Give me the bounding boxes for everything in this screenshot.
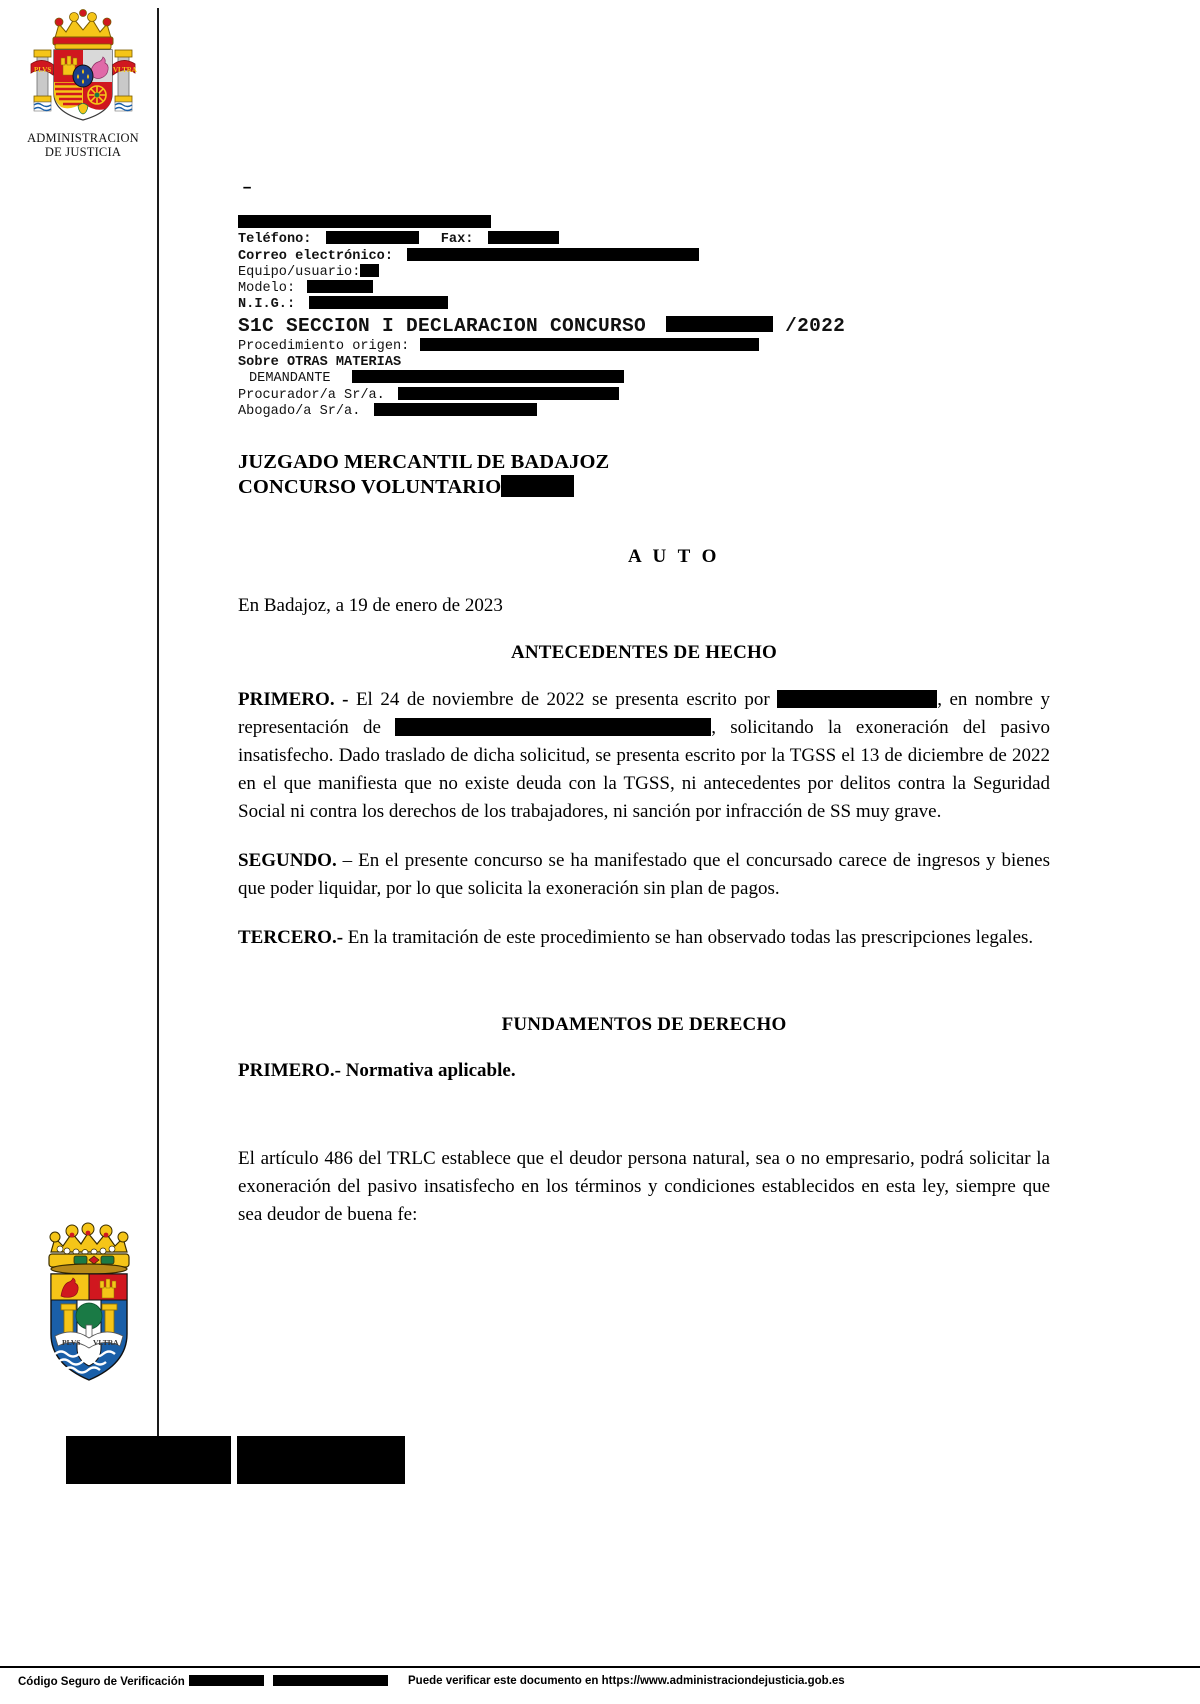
nig-row — [238, 297, 1050, 313]
svg-text:VLTRA: VLTRA — [93, 1338, 119, 1347]
fax-label: Fax: — [440, 232, 474, 248]
redacted-equipo — [360, 264, 379, 277]
demandante-row — [238, 371, 1050, 387]
nig-label: N.I.G.: — [238, 297, 296, 313]
document-footer — [0, 1666, 1200, 1704]
phone-fax-row — [238, 232, 1050, 248]
antecedente-primero-text-1: El 24 de noviembre de 2022 se presenta escrito por — [348, 689, 778, 711]
lead-dash: – — [242, 179, 253, 198]
proceeding-type-line — [238, 475, 1050, 500]
sobre-row — [238, 355, 1050, 371]
badajoz-coat-of-arms-icon — [29, 1208, 147, 1393]
modelo-row — [238, 281, 1050, 297]
antecedente-primero-label: PRIMERO. - — [238, 689, 349, 711]
crest-caption-line2: DE JUSTICIA — [44, 144, 122, 159]
case-line-prefix: S1C SECCION I DECLARACION CONCURSO — [238, 314, 647, 337]
antecedente-segundo-label: SEGUNDO. — [238, 850, 337, 872]
procedimiento-label: Procedimiento origen: — [238, 338, 410, 354]
place-date: En Badajoz, a 19 de enero de 2023 — [238, 595, 503, 617]
verify-url-text: Puede verificar este documento en https://www.administraciondejusticia.gob.es — [408, 1675, 845, 1687]
svg-text:VLTRA: VLTRA — [113, 66, 137, 74]
redacted-case-number — [666, 316, 773, 332]
spain-coat-of-arms-icon — [20, 8, 146, 130]
antecedente-tercero-text: En la tramitación de este procedimiento se han observado todas las prescripciones legales. — [343, 927, 1034, 949]
telefono-label: Teléfono: — [238, 232, 312, 248]
redacted-procurador — [398, 387, 619, 400]
procedimiento-row — [238, 339, 1050, 355]
antecedente-segundo-text: – En el presente concurso se ha manifestado que el concursado carece de ingresos y bienes que poder liquidar, por lo que solicita la exoneración sin plan de pagos. — [238, 850, 1050, 900]
redacted-csv-extra — [273, 1675, 388, 1686]
redacted-modelo — [307, 280, 373, 293]
correo-label: Correo electrónico: — [238, 248, 393, 264]
auto-heading: A U T O — [628, 546, 720, 568]
proceeding-type: CONCURSO VOLUNTARIO — [238, 476, 502, 499]
redacted-represented-party — [395, 718, 711, 736]
antecedente-segundo — [238, 847, 1050, 903]
case-header-block — [238, 216, 1050, 420]
antecedente-tercero-label: TERCERO.- — [238, 927, 344, 949]
case-number-row — [238, 314, 1050, 339]
abogado-label: Abogado/a Sr/a. — [238, 404, 361, 420]
redacted-office-name — [238, 215, 491, 228]
court-title-block — [238, 450, 1050, 500]
antecedente-primero-text-2: , en nombre y representación de — [238, 689, 1050, 739]
crest-caption-line1: ADMINISTRACION — [27, 131, 139, 145]
antecedentes-heading: ANTECEDENTES DE HECHO — [510, 642, 778, 664]
redacted-signature-right — [237, 1436, 405, 1484]
fundamento-articulo-486: El artículo 486 del TRLC establece que el deudor persona natural, sea o no empresario, podrá solicitar la exoneración del pasivo insatisfecho en los términos y condiciones establecidos en esta ley, siempre que sea deudor de buena fe: — [238, 1148, 1050, 1226]
antecedente-primero-text-3: , solicitando la exoneración del pasivo insatisfecho. Dado traslado de dicha solicitud, se presenta escrito por la TGSS el 13 de diciembre de 2022 en el que manifiesta que no existe deuda con la TGSS, ni antecedentes por delitos contra la Seguridad Social ni contra los derechos de los trabajadores, ni sanción por infracción de SS muy grave. — [238, 717, 1050, 823]
fundamento-primero-subheading: PRIMERO.- Normativa aplicable. — [238, 1060, 516, 1082]
redacted-procedimiento — [420, 338, 759, 351]
document-content — [238, 180, 1050, 1229]
sobre-materias-text: Sobre OTRAS MATERIAS — [238, 355, 402, 371]
antecedente-primero — [238, 686, 1050, 826]
redacted-procurador-name — [777, 690, 937, 708]
procurador-label: Procurador/a Sr/a. — [238, 387, 385, 403]
redacted-signature-left — [66, 1436, 231, 1484]
correo-row — [238, 249, 1050, 265]
redacted-correo — [407, 248, 699, 261]
equipo-row — [238, 265, 1050, 281]
fundamentos-heading: FUNDAMENTOS DE DERECHO — [501, 1014, 787, 1036]
abogado-row — [238, 404, 1050, 420]
court-name: JUZGADO MERCANTIL DE BADAJOZ — [238, 451, 610, 474]
redacted-fax — [488, 231, 559, 244]
modelo-label: Modelo: — [238, 281, 296, 297]
svg-text:PLVS: PLVS — [34, 66, 52, 74]
case-line-suffix: /2022 — [785, 314, 846, 337]
spain-coat-of-arms-block — [18, 8, 148, 159]
svg-text:PLVS: PLVS — [62, 1338, 81, 1347]
redacted-nig — [309, 296, 448, 309]
procurador-row — [238, 388, 1050, 404]
redacted-csv-value — [189, 1675, 264, 1686]
antecedente-tercero — [238, 924, 1050, 952]
signature-redaction-blocks — [66, 1436, 405, 1484]
redacted-telefono — [326, 231, 419, 244]
badajoz-coat-of-arms-block — [28, 1208, 148, 1393]
left-margin-rule — [157, 8, 159, 1474]
redacted-demandante — [352, 370, 624, 383]
csv-label: Código Seguro de Verificación — [18, 1676, 185, 1688]
equipo-label: Equipo/usuario: — [238, 264, 361, 280]
redacted-proceeding-number — [501, 475, 574, 497]
csv-block — [18, 1675, 388, 1688]
crest-caption — [18, 132, 148, 159]
redacted-abogado — [374, 403, 537, 416]
office-name-row — [238, 216, 1050, 232]
demandante-label: DEMANDANTE — [249, 371, 331, 387]
